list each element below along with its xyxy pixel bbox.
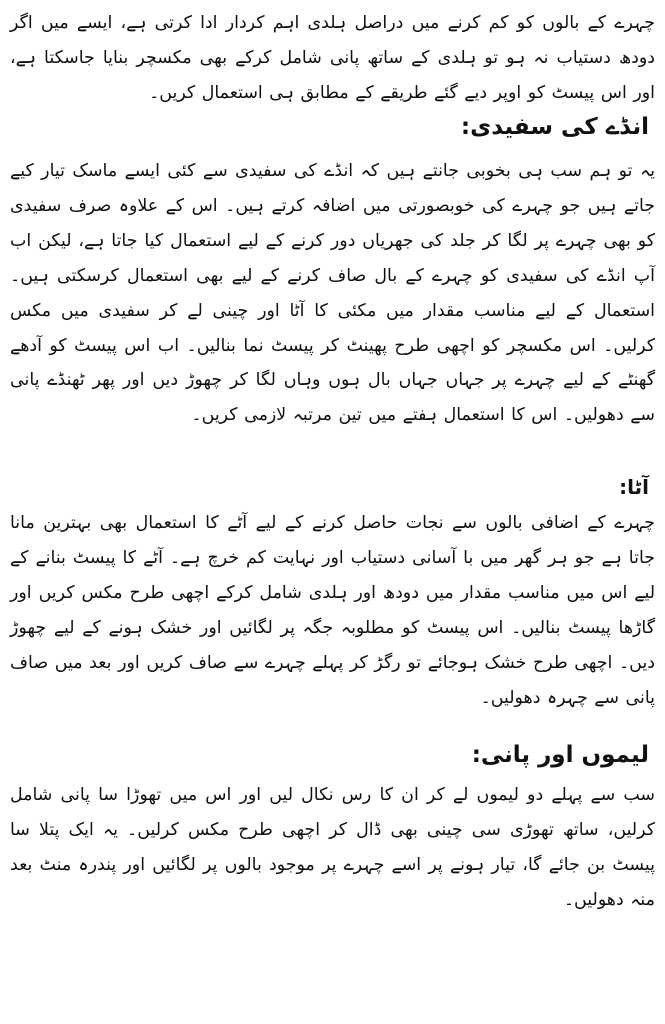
egg-white-paragraph: یہ تو ہم سب ہی بخوبی جانتے ہیں کہ انڈے کی سفیدی سے کئی ایسے ماسک تیار کیے جاتے ہیں جو چہرے کی خوبصورتی میں اضافہ کرتے ہیں۔ اس کے علاوہ صرف سفیدی کو بھی چہرے پر لگا کر جلد کی جھریاں دور کرنے کے لیے استعمال کیا جاتا ہے، لیکن اب آپ انڈے کی سفیدی کو چہرے کے بال صاف کرنے کے لیے بھی استعمال کرسکتی ہیں۔ استعمال کے لیے مناسب مقدار میں مکئی کا آٹا اور چینی لے کر سفیدی میں مکس کرلیں۔ اس مکسچر کو اچھی طرح پھینٹ کر پیسٹ نما بنالیں۔ اب اس پیسٹ کو آدھے گھنٹے کے لیے چہرے پر جہاں جہاں بال ہوں وہاں لگا کر چھوڑ دیں اور پھر ٹھنڈے پانی سے دھولیں۔ اس کا استعمال ہفتے میں تین مرتبہ لازمی کریں۔ — [10, 161, 655, 426]
lemon-water-heading: لیموں اور پانی: — [471, 742, 649, 768]
flour-heading: آٹا: — [619, 475, 649, 499]
intro-paragraph: چہرے کے بالوں کو کم کرنے میں دراصل ہلدی اہم کردار ادا کرتی ہے، ایسے میں اگر دودھ دستیاب نہ ہو تو ہلدی کے ساتھ پانی شامل کرکے بھی مکسچر بنایا جاسکتا ہے، اور اس پیسٹ کو اوپر دیے گئے طریقے کے مطابق ہی استعمال کریں۔ — [10, 13, 655, 103]
lemon-water-paragraph: سب سے پہلے دو لیموں لے کر ان کا رس نکال لیں اور اس میں تھوڑا سا پانی شامل کرلیں، ساتھ تھوڑی سی چینی بھی ڈال کر اچھی طرح مکس کرلیں۔ یہ ایک پتلا سا پیسٹ بن جائے گا، تیار ہونے پر اسے چہرے پر موجود بالوں پر لگائیں اور پندرہ منٹ بعد منہ دھولیں۔ — [10, 785, 655, 910]
egg-white-heading: انڈے کی سفیدی: — [460, 114, 649, 140]
flour-paragraph: چہرے کے اضافی بالوں سے نجات حاصل کرنے کے لیے آٹے کا استعمال بھی بہترین مانا جاتا ہے جو ہر گھر میں با آسانی دستیاب اور نہایت کم خرچ ہے۔ آٹے کا پیسٹ بنانے کے لیے اس میں مناسب مقدار میں دودھ اور ہلدی شامل کرکے اچھی طرح مکس کریں اور گاڑھا پیسٹ بنالیں۔ اس پیسٹ کو مطلوبہ جگہ پر لگائیں اور خشک ہونے کے لیے چھوڑ دیں۔ اچھی طرح خشک ہوجائے تو رگڑ کر پہلے چہرے سے صاف کریں اور بعد میں صاف پانی سے چہرہ دھولیں۔ — [10, 513, 655, 708]
